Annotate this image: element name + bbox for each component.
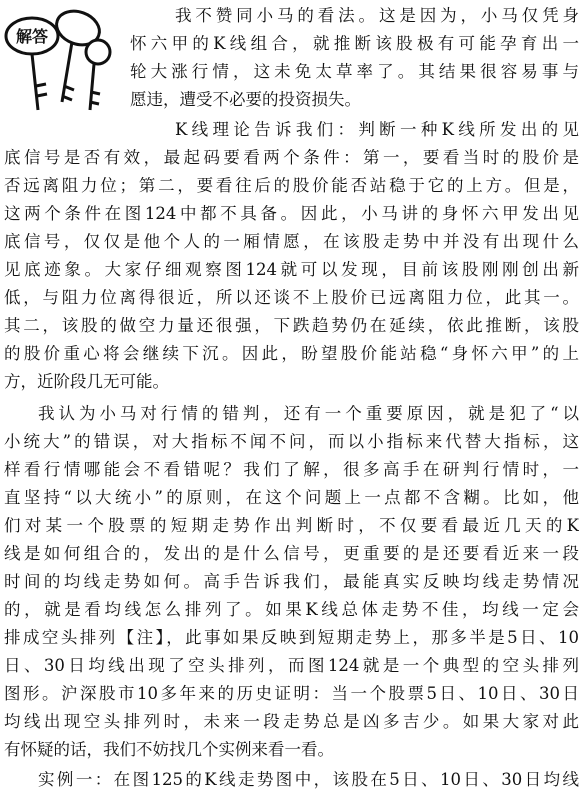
text-line: 我认为小马对行情的错判，还有一个重要原因，就是犯了“以 xyxy=(38,404,579,423)
text-line: 的，就是看均线怎么排列了。如果K线总体走势不佳，均线一定会 xyxy=(4,600,579,619)
text-line: 其二，该股的做空力量还很强，下跌趋势仍在延续，依此推断，该股 xyxy=(4,316,579,335)
text-line: 见底迹象。大家仔细观察图124就可以发现，目前该股刚刚创出新 xyxy=(4,260,579,279)
text-line: K线理论告诉我们：判断一种K线所发出的见 xyxy=(175,120,579,139)
text-line: 这两个条件在图124中都不具备。因此，小马讲的身怀六甲发出见 xyxy=(4,204,579,223)
text-line: 小统大”的错误，对大指标不闻不问，而以小指标来代替大指标，这 xyxy=(4,432,579,451)
text-line: 轮大涨行情，这未免太草率了。其结果很容易事与 xyxy=(130,62,579,81)
logo-text: 解答 xyxy=(15,27,49,46)
text-line: 直坚持“以大统小”的原则，在这个问题上一点都不含糊。比如，他 xyxy=(4,488,579,507)
text-line: 均线出现空头排列时，未来一段走势总是凶多吉少。如果大家对此 xyxy=(4,712,579,731)
text-line: 底信号是否有效，最起码要看两个条件：第一，要看当时的股价是 xyxy=(4,148,579,167)
text-line: 图形。沪深股市10多年来的历史证明：当一个股票5日、10日、30日 xyxy=(4,684,579,703)
keys-icon xyxy=(2,6,118,118)
text-line: 有怀疑的话，我们不妨找几个实例来看一看。 xyxy=(4,740,334,759)
text-line: 线是如何组合的，发出的是什么信号，更重要的是还要看近来一段 xyxy=(4,544,579,563)
text-line: 排成空头排列【注】，此事如果反映到短期走势上，那多半是5日、10 xyxy=(4,628,579,647)
text-line: 低，与阻力位离得很近，所以还谈不上股价已远离阻力位，此其一。 xyxy=(4,288,579,307)
text-line: 们对某一个股票的短期走势作出判断时，不仅要看最近几天的K xyxy=(4,516,579,535)
text-line: 底信号，仅仅是他个人的一厢情愿，在该股走势中并没有出现什么 xyxy=(4,232,579,251)
text-line: 样看行情哪能会不看错呢？我们了解，很多高手在研判行情时，一 xyxy=(4,460,579,479)
text-line: 的股价重心将会继续下沉。因此，盼望股价能站稳“身怀六甲”的上 xyxy=(4,344,579,363)
text-line: 怀六甲的K线组合，就推断该股极有可能孕育出一 xyxy=(130,34,579,53)
text-line: 方，近阶段几无可能。 xyxy=(4,372,169,391)
text-line: 愿违，遭受不必要的投资损失。 xyxy=(130,90,361,109)
answer-keys-logo xyxy=(2,6,118,118)
text-line: 否远离阻力位；第二，要看往后的股价能否站稳于它的上方。但是， xyxy=(4,176,579,195)
text-line: 日、30日均线出现了空头排列，而图124就是一个典型的空头排列 xyxy=(4,656,579,675)
text-line: 时间的均线走势如何。高手告诉我们，最能真实反映均线走势情况 xyxy=(4,572,579,591)
text-line: 我不赞同小马的看法。这是因为，小马仅凭身 xyxy=(175,6,579,25)
text-line: 实例一：在图125的K线走势图中，该股在5日、10日、30日均线 xyxy=(38,770,579,789)
